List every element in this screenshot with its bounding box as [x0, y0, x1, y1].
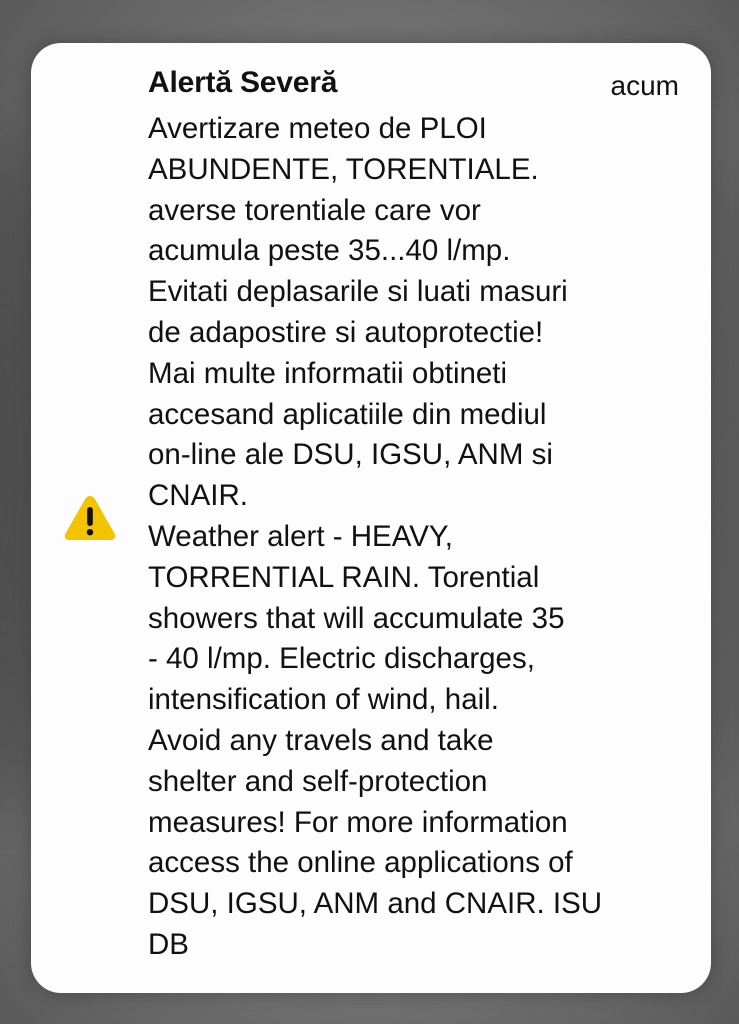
message-line: access the online applications of [148, 846, 573, 880]
message-line: TORRENTIAL RAIN. Torential [148, 560, 540, 594]
message-line: measures! For more information [148, 805, 568, 839]
message-line: DB [148, 927, 189, 961]
message-line: - 40 l/mp. Electric discharges, [148, 642, 535, 676]
message-line: ABUNDENTE, TORENTIALE. [148, 152, 539, 186]
message-line: averse torentiale care vor [148, 193, 481, 227]
message-line: Mai multe informatii obtineti [148, 356, 508, 390]
message-line: DSU, IGSU, ANM and CNAIR. ISU [148, 887, 603, 921]
alert-title: Alertă Severă [148, 66, 338, 99]
warning-triangle-icon [63, 493, 117, 543]
message-line: on-line ale DSU, IGSU, ANM si [148, 438, 553, 472]
message-line: acumula peste 35...40 l/mp. [148, 234, 511, 268]
message-line: CNAIR. [148, 479, 248, 513]
message-line: accesand aplicatiile din mediul [148, 397, 547, 431]
message-line: intensification of wind, hail. [148, 683, 499, 717]
message-line: Evitati deplasarile si luati masuri [148, 275, 568, 309]
message-line: Weather alert - HEAVY, [148, 519, 453, 553]
message-line: showers that will accumulate 35 [148, 601, 565, 635]
message-line: Avertizare meteo de PLOI [148, 112, 487, 145]
message-line: de adapostire si autoprotectie! [148, 315, 544, 349]
alert-message-body [148, 109, 688, 966]
message-line: shelter and self-protection [148, 764, 488, 798]
alert-timestamp: acum [610, 70, 679, 101]
message-line: Avoid any travels and take [148, 723, 494, 757]
